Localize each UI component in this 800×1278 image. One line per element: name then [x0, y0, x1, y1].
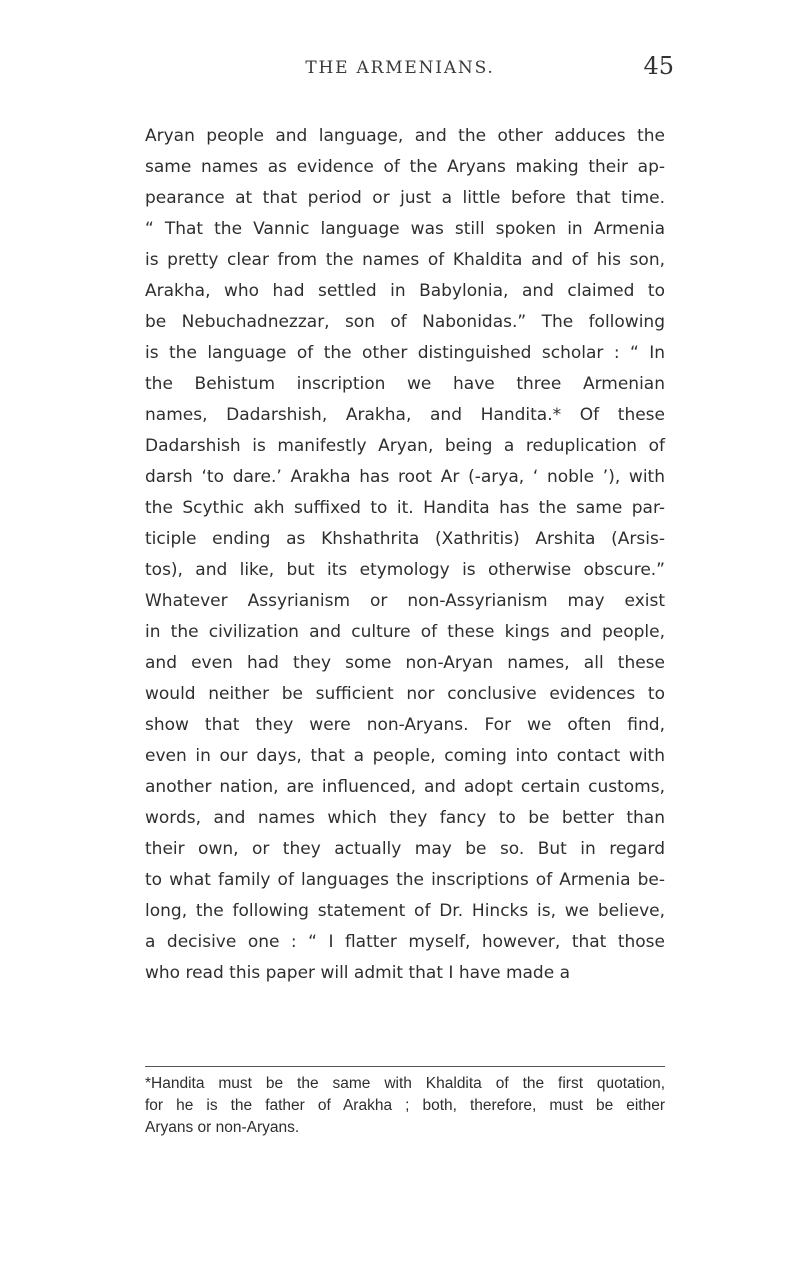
body-line: Whatever Assyrianism or non-Assyrianism may exist	[145, 591, 665, 611]
body-line: in the civilization and culture of these kings and people,	[145, 622, 665, 642]
body-line: same names as evidence of the Aryans making their ap-	[145, 157, 665, 177]
footnote-line: Aryans or non-Aryans.	[145, 1119, 300, 1136]
body-line: Aryan people and language, and the other adduces the	[145, 126, 665, 146]
body-line: another nation, are influenced, and adopt certain customs,	[145, 777, 665, 797]
running-head	[0, 52, 800, 98]
body-line: show that they were non-Aryans. For we often find,	[145, 715, 665, 735]
body-line: the Scythic akh suffixed to it. Handita has the same par-	[145, 498, 665, 518]
body-line: their own, or they actually may be so. But in regard	[145, 839, 665, 859]
body-line: darsh ‘to dare.’ Arakha has root Ar (-arya, ‘ noble ’), with	[145, 467, 665, 487]
body-line: names, Dadarshish, Arakha, and Handita.* Of these	[145, 405, 665, 425]
body-line: who read this paper will admit that I have made a	[145, 963, 570, 983]
body-line: Arakha, who had settled in Babylonia, and claimed to	[145, 281, 665, 301]
body-line: words, and names which they fancy to be better than	[145, 808, 665, 828]
body-line: be Nebuchadnezzar, son of Nabonidas.” The following	[145, 312, 665, 332]
footnote-rule	[145, 1066, 665, 1067]
body-line: is pretty clear from the names of Khaldita and of his son,	[145, 250, 665, 270]
body-line: tos), and like, but its etymology is otherwise obscure.”	[145, 560, 665, 580]
body-line: ticiple ending as Khshathrita (Xathritis) Arshita (Arsis-	[145, 529, 665, 549]
body-line: a decisive one : “ I flatter myself, however, that those	[145, 932, 665, 952]
body-line: Dadarshish is manifestly Aryan, being a reduplication of	[145, 436, 665, 456]
body-line: is the language of the other distinguished scholar : “ In	[145, 343, 665, 363]
body-line: long, the following statement of Dr. Hincks is, we believe,	[145, 901, 665, 921]
footnote-line: *Handita must be the same with Khaldita of the first quotation,	[145, 1075, 665, 1092]
body-line: and even had they some non-Aryan names, all these	[145, 653, 665, 673]
body-line: the Behistum inscription we have three Armenian	[145, 374, 665, 394]
footnote	[145, 1073, 665, 1139]
body-line: pearance at that period or just a little before that time.	[145, 188, 665, 208]
page-number: 45	[643, 52, 674, 80]
running-title: THE ARMENIANS.	[305, 58, 495, 78]
body-line: would neither be sufficient nor conclusive evidences to	[145, 684, 665, 704]
body-line: to what family of languages the inscriptions of Armenia be-	[145, 870, 665, 890]
body-text	[145, 121, 665, 989]
body-line: even in our days, that a people, coming into contact with	[145, 746, 665, 766]
body-line: “ That the Vannic language was still spoken in Armenia	[145, 219, 665, 239]
footnote-line: for he is the father of Arakha ; both, therefore, must be either	[145, 1097, 665, 1114]
